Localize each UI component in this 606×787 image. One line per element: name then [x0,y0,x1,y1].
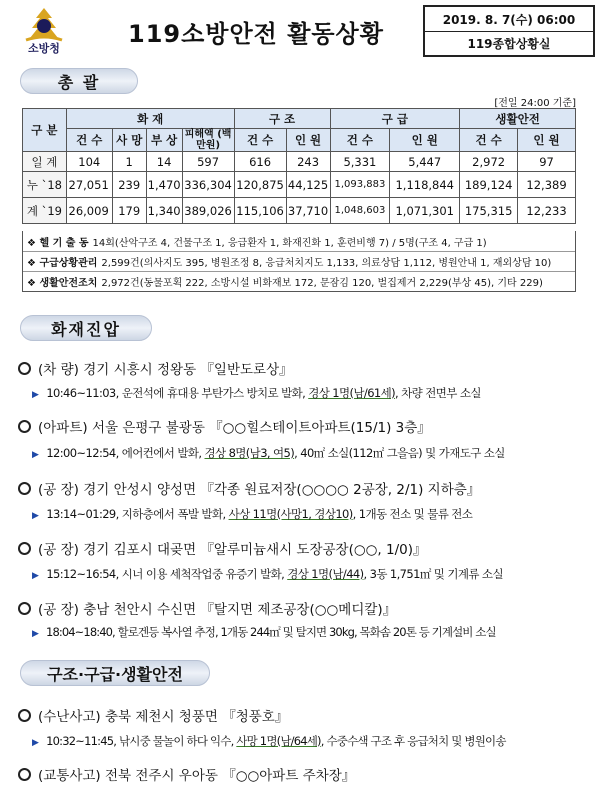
report-office: 119종합상황실 [425,31,593,55]
fire-item-detail [32,445,505,461]
note-text: 14회(산악구조 4, 건물구조 1, 응급환자 1, 화재진화 1, 훈련비행 7) / 5명(구조 4, 구급 1) [92,237,487,249]
note-ems-management [23,251,575,271]
page-title: 119소방안전 활동상황 [128,20,384,48]
circle-bullet-icon [18,420,31,433]
casualty-text: 사상 11명(사망1, 경상10) [228,507,353,521]
fire-item-heading [18,416,431,436]
casualty-text: 경상 8명(남3, 여5) [204,446,295,460]
cell: 336,304 [182,172,234,198]
sub-count: 건 수 [330,129,390,152]
item-title: (수난사고) 충북 제천시 청풍면 『청풍호』 [38,709,289,725]
detail-text: , 차량 전면부 소실 [395,386,481,400]
detail-text: 18:04~18:40, 할로겐등 복사열 추정, 1개동 244㎡ 및 탈지면 30kg, 목화솜 20톤 등 기계설비 소실 [46,625,496,639]
note-key: ❖ 생활안전조치 [27,278,98,289]
cell: 239 [112,172,146,198]
circle-bullet-icon [18,362,31,375]
item-title: (공 장) 경기 김포시 대곶면 『알루미늄새시 도장공장(○○, 1/0)』 [38,542,427,558]
report-date: 2019. 8. 7(수) 06:00 [442,12,576,27]
date-box [423,5,595,57]
item-title: (아파트) 서울 은평구 불광동 『○○힐스테이트아파트(15/1) 3층』 [38,420,431,436]
item-title: (차 량) 경기 시흥시 정왕동 『일반도로상』 [38,362,293,378]
cell: 1,071,301 [390,198,460,224]
section-fire: 화재진압 [20,315,152,341]
sub-count: 건 수 [66,129,112,152]
cell: 175,315 [460,198,518,224]
note-helicopter [23,231,575,251]
item-title: (공 장) 경기 안성시 양성면 『각종 원료저장(○○○○ 2공장, 2/1) 지하층』 [38,482,481,498]
detail-text: , 3동 1,751㎡ 및 기계류 소실 [363,567,503,581]
cell: 14 [146,152,182,172]
row-label-main: 누 [26,177,38,192]
fire-item-heading [18,478,480,498]
casualty-text: 경상 1명(남/44) [287,567,364,581]
triangle-bullet-icon: ▶ [32,629,39,639]
detail-text: , 40㎡ 소실(112㎡ 그을음) 및 가재도구 소실 [294,446,505,460]
detail-text: , 1개동 전소 및 물류 전소 [352,507,473,521]
fire-item-detail [32,506,472,522]
triangle-bullet-icon: ▶ [32,571,39,581]
cell: 1,118,844 [390,172,460,198]
detail-text: 15:12~16:54, 시너 이용 세척작업중 유증기 발화, [46,567,288,581]
cell: 179 [112,198,146,224]
detail-text: 13:14~01:29, 지하층에서 폭발 발화, [46,507,229,521]
fire-item-detail [32,624,496,640]
cell: 104 [66,152,112,172]
circle-bullet-icon [18,602,31,615]
detail-text: 10:46~11:03, 운전석에 휴대용 부탄가스 방치로 발화, [46,386,309,400]
detail-text: , 수중수색 구조 후 응급처치 및 병원이송 [320,734,506,748]
header-fire: 화 재 [66,109,234,129]
sub-dead: 사 망 [112,129,146,152]
row-year: `19 [41,203,62,218]
table-row [23,172,576,198]
note-text: 2,972건(동물포획 222, 소방시설 비화재보 172, 문잠김 120, 벌집제거 2,229(부상 45), 기타 229) [101,278,543,289]
basis-note: [전일 24:00 기준] [494,98,576,109]
circle-bullet-icon [18,482,31,495]
cell: 26,009 [66,198,112,224]
triangle-bullet-icon: ▶ [32,450,39,460]
sub-damage: 피해액 (백만원) [182,129,234,152]
section-overview: 총 괄 [20,68,138,94]
fire-item-heading [18,538,427,558]
cell: 5,331 [330,152,390,172]
cell: 189,124 [460,172,518,198]
row-year: `18 [41,177,62,192]
header-life-safety: 생활안전 [460,109,576,129]
rescue-item-detail [32,733,506,749]
rescue-item-heading [18,764,355,784]
circle-bullet-icon [18,768,31,781]
sub-count: 건 수 [460,129,518,152]
cell: 1 [112,152,146,172]
cell: 1,048,603 [330,198,390,224]
cell: 389,026 [182,198,234,224]
circle-bullet-icon [18,709,31,722]
note-text: 2,599건(의사지도 395, 병원조정 8, 응급처치지도 1,133, 의료상담 1,112, 병원안내 1, 재외상담 10) [101,258,552,269]
cell: 27,051 [66,172,112,198]
sub-people: 인 원 [286,129,330,152]
table-row [23,198,576,224]
header-ems: 구 급 [330,109,460,129]
rescue-item-heading [18,705,288,725]
row-label [23,172,67,198]
detail-text: 12:00~12:54, 에어컨에서 발화, [46,446,205,460]
circle-bullet-icon [18,542,31,555]
casualty-text: 사망 1명(남/64세) [236,734,321,748]
cell: 115,106 [234,198,286,224]
cell: 120,875 [234,172,286,198]
triangle-bullet-icon: ▶ [32,511,39,521]
sub-people: 인 원 [518,129,576,152]
sub-count: 건 수 [234,129,286,152]
row-label [23,198,67,224]
cell: 12,233 [518,198,576,224]
fire-item-detail [32,566,503,582]
fire-item-detail [32,385,481,401]
header-category: 구 분 [23,109,67,152]
header-rescue: 구 조 [234,109,330,129]
cell: 1,340 [146,198,182,224]
casualty-text: 경상 1명(남/61세) [308,386,396,400]
section-rescue-ems-life: 구조·구급·생활안전 [20,660,210,686]
cell: 597 [182,152,234,172]
row-label: 일 계 [23,152,67,172]
detail-text: 10:32~11:45, 낚시중 물놀이 하다 익수, [46,734,237,748]
cell: 1,470 [146,172,182,198]
cell: 37,710 [286,198,330,224]
table-row [23,152,576,172]
note-key: ❖ 구급상황관리 [27,258,98,269]
note-key: ❖ 헬 기 출 동 [27,237,89,249]
triangle-bullet-icon: ▶ [32,390,39,400]
summary-table [22,108,576,224]
triangle-bullet-icon: ▶ [32,738,39,748]
fire-item-heading [18,358,293,378]
cell: 5,447 [390,152,460,172]
cell: 2,972 [460,152,518,172]
cell: 12,389 [518,172,576,198]
logo-text: 소방청 [28,42,60,55]
overview-notes [22,231,576,292]
cell: 616 [234,152,286,172]
item-title: (공 장) 충남 천안시 수신면 『탈지면 제조공장(○○메디칼)』 [38,602,397,618]
cell: 243 [286,152,330,172]
item-title: (교통사고) 전북 전주시 우아동 『○○아파트 주차장』 [38,768,356,784]
sub-injured: 부 상 [146,129,182,152]
sub-people: 인 원 [390,129,460,152]
cell: 1,093,883 [330,172,390,198]
cell: 44,125 [286,172,330,198]
fire-item-heading [18,598,396,618]
row-label-main: 계 [26,203,38,218]
note-life-safety [23,271,575,291]
cell: 97 [518,152,576,172]
